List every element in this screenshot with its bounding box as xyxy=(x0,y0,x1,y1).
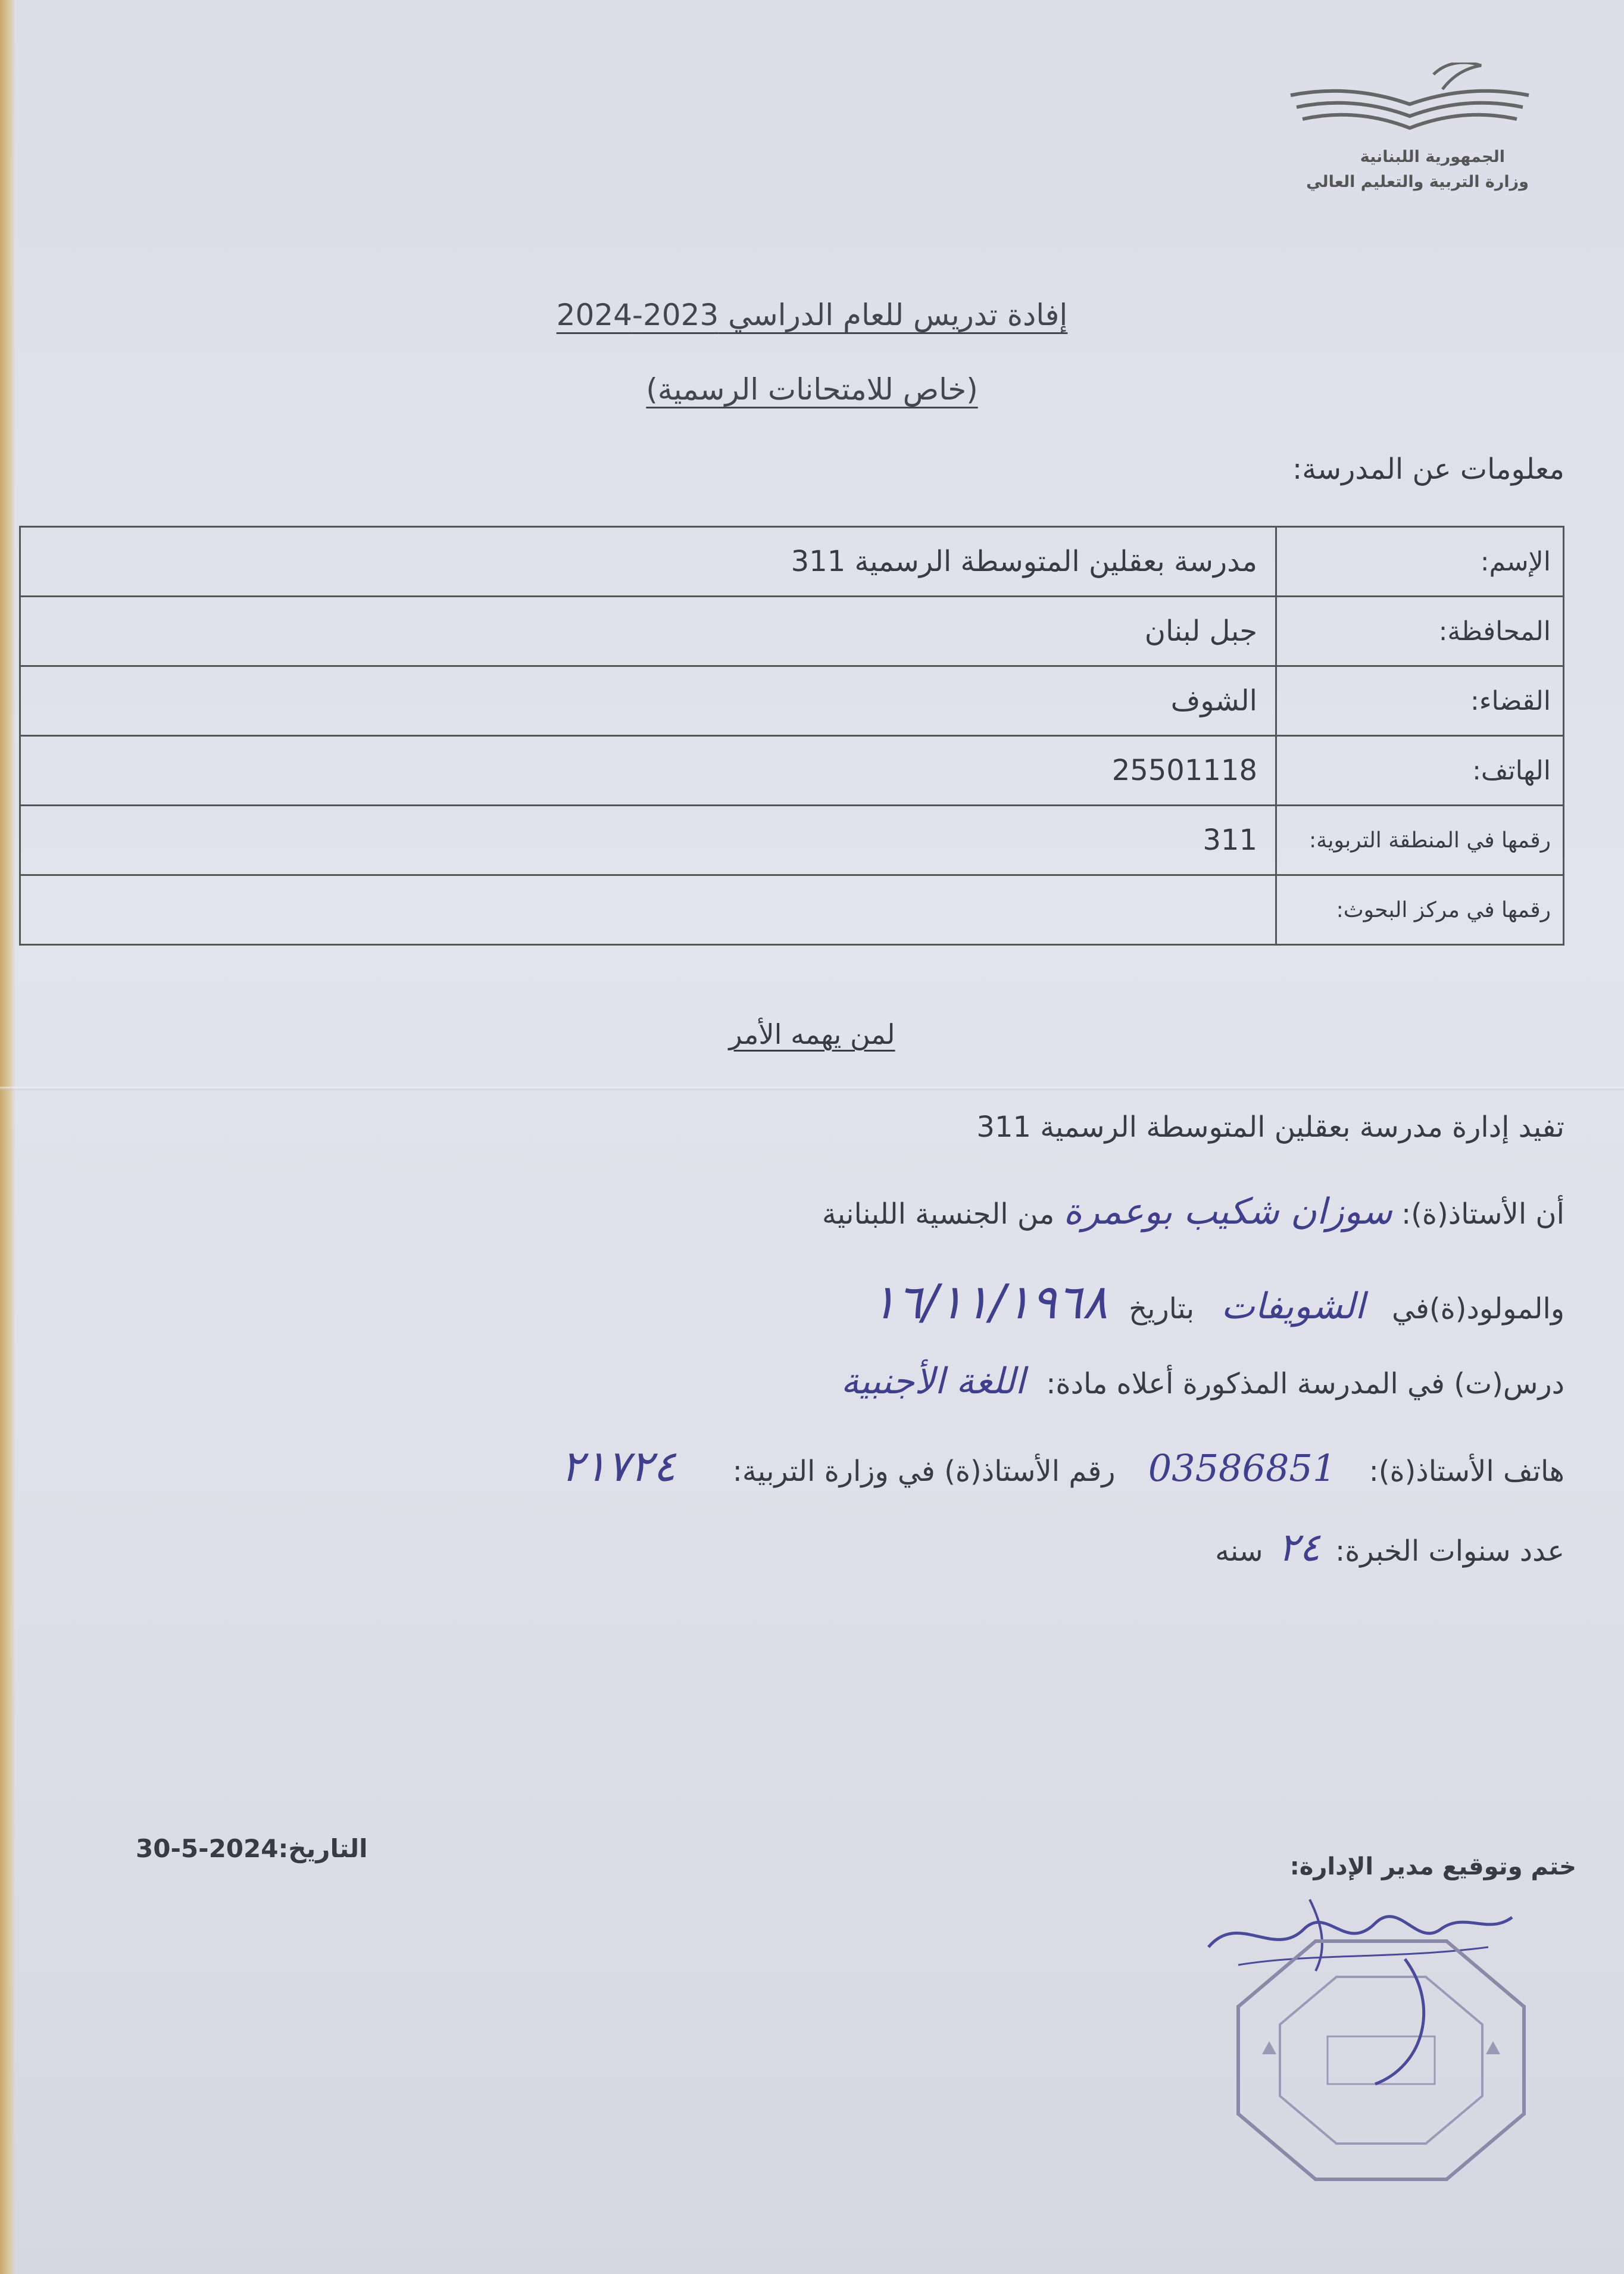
to-whom-heading: لمن يهمه الأمر xyxy=(729,1018,895,1050)
experience-years: ٢٤ xyxy=(1278,1524,1320,1570)
ministry-no-prefix: رقم الأستاذ(ة) في وزارة التربية: xyxy=(732,1455,1116,1488)
school-info-heading: معلومات عن المدرسة: xyxy=(1292,453,1564,486)
value-phone: 25501118 xyxy=(20,736,1276,806)
label-phone: الهاتف: xyxy=(1276,736,1564,806)
body-line-phone xyxy=(561,1441,1564,1491)
teacher-phone: 03586851 xyxy=(1148,1446,1336,1490)
body-line-birth xyxy=(871,1274,1564,1330)
table-row xyxy=(20,597,1564,666)
school-info-table xyxy=(19,526,1564,946)
label-region-number: رقمها في المنطقة التربوية: xyxy=(1276,806,1564,875)
table-row xyxy=(20,875,1564,945)
value-district: الشوف xyxy=(20,666,1276,736)
label-district: القضاء: xyxy=(1276,666,1564,736)
date-prefix: بتاريخ xyxy=(1129,1292,1195,1325)
value-name: مدرسة بعقلين المتوسطة الرسمية 311 xyxy=(20,527,1276,597)
body-line-school: تفيد إدارة مدرسة بعقلين المتوسطة الرسمية 311 xyxy=(976,1111,1564,1144)
table-row xyxy=(20,527,1564,597)
taught-prefix: درس(ت) في المدرسة المذكورة أعلاه مادة: xyxy=(1046,1367,1564,1400)
document-subtitle: (خاص للامتحانات الرسمية) xyxy=(646,372,978,407)
ministry-name: وزارة التربية والتعليم العالي xyxy=(1306,173,1529,191)
body-line-experience xyxy=(1215,1524,1564,1570)
phone-prefix: هاتف الأستاذ(ة): xyxy=(1369,1455,1564,1488)
birth-date: ١٦/١١/١٩٦٨ xyxy=(871,1274,1108,1330)
value-research-number xyxy=(20,875,1276,945)
paper-fold xyxy=(0,1087,1624,1090)
paper-edge xyxy=(0,0,15,2274)
official-stamp-icon xyxy=(1226,1935,1536,2185)
value-region-number: 311 xyxy=(20,806,1276,875)
experience-unit: سنه xyxy=(1215,1534,1263,1568)
signature-label: ختم وتوقيع مدير الإدارة: xyxy=(1289,1853,1576,1880)
ministry-number: ٢١٧٢٤ xyxy=(561,1441,676,1491)
ministry-logo-icon xyxy=(1285,63,1535,140)
subject-value: اللغة الأجنبية xyxy=(841,1361,1025,1402)
experience-prefix: عدد سنوات الخبرة: xyxy=(1335,1534,1564,1568)
label-governorate: المحافظة: xyxy=(1276,597,1564,666)
label-name: الإسم: xyxy=(1276,527,1564,597)
issue-date xyxy=(136,1834,368,1863)
date-value: 2024-5-30 xyxy=(136,1834,279,1863)
teacher-prefix: أن الأستاذ(ة): xyxy=(1401,1197,1564,1231)
republic-name: الجمهورية اللبنانية xyxy=(1360,148,1505,166)
table-row xyxy=(20,666,1564,736)
birth-place: الشويفات xyxy=(1221,1286,1365,1327)
body-line-subject xyxy=(841,1361,1564,1402)
body-line-teacher xyxy=(822,1191,1564,1233)
born-prefix: والمولود(ة)في xyxy=(1391,1292,1564,1325)
label-research-number: رقمها في مركز البحوث: xyxy=(1276,875,1564,945)
teacher-name: سوزان شكيب بوعمرة xyxy=(1063,1191,1392,1233)
table-row xyxy=(20,806,1564,875)
table-row xyxy=(20,736,1564,806)
date-label: التاريخ: xyxy=(278,1834,368,1863)
nationality-text: من الجنسية اللبنانية xyxy=(822,1197,1055,1231)
document-title: إفادة تدريس للعام الدراسي 2023-2024 xyxy=(556,298,1068,332)
value-governorate: جبل لبنان xyxy=(20,597,1276,666)
